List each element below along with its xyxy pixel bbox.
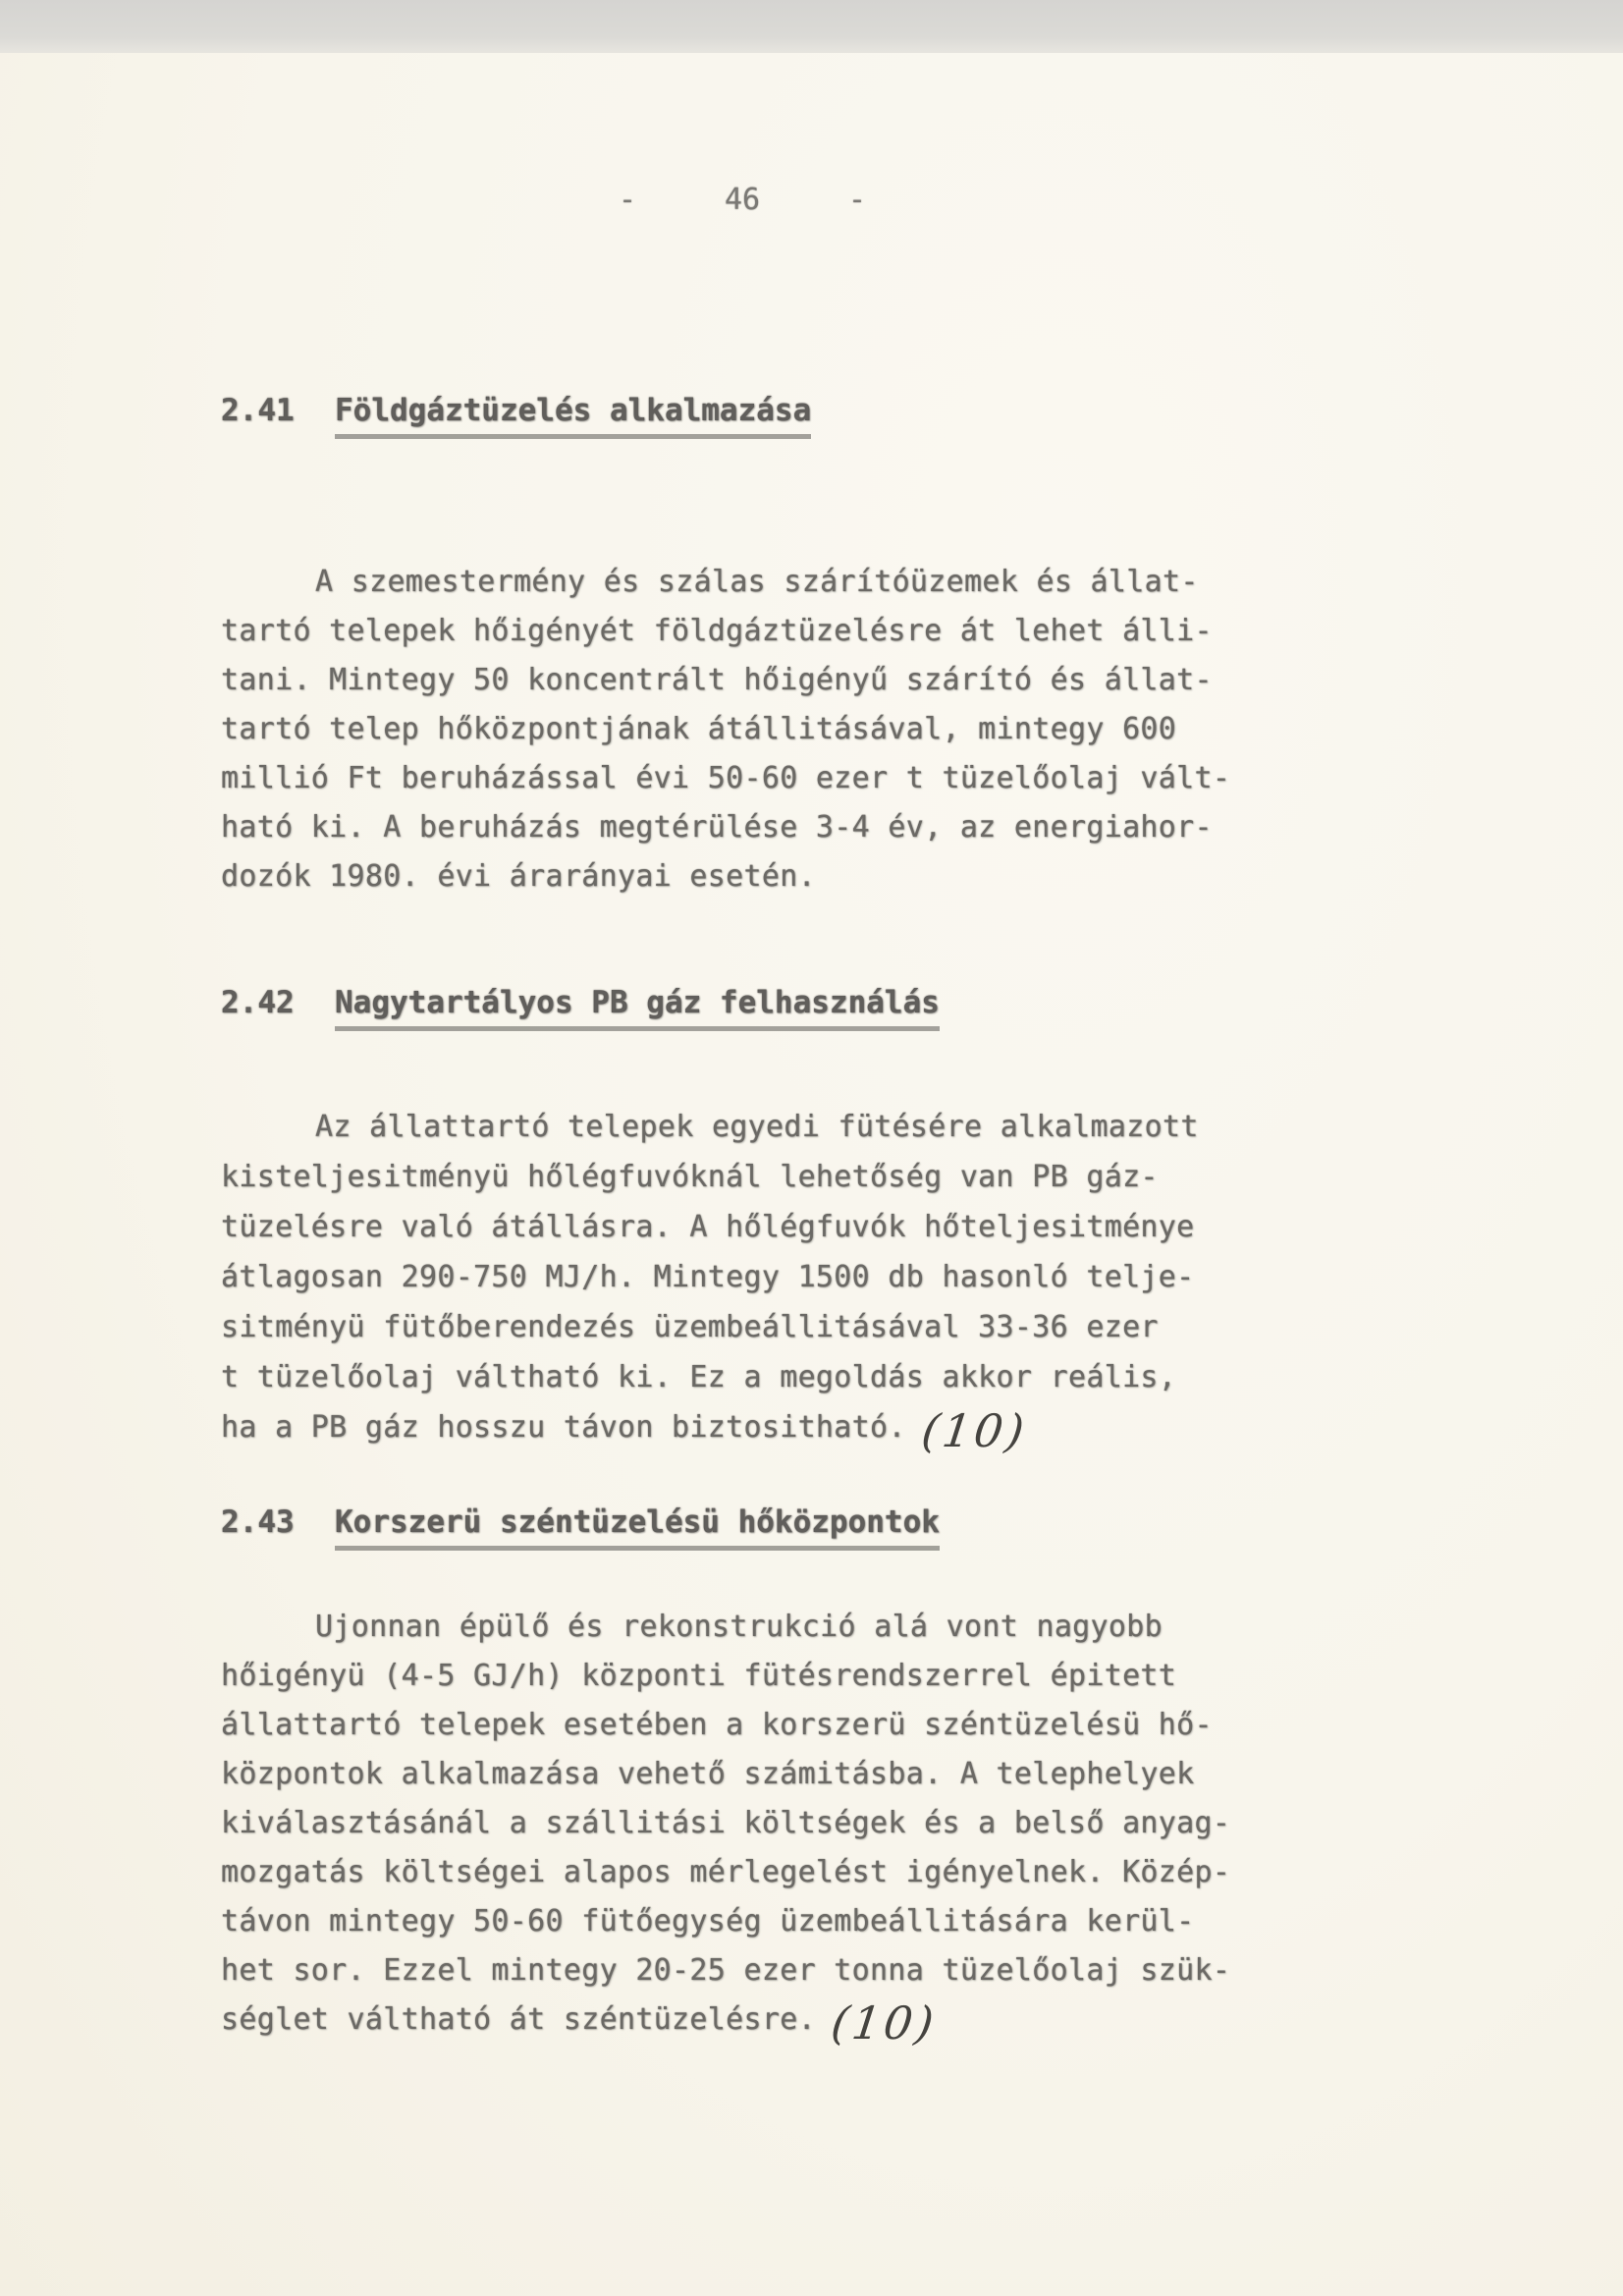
text-line: tüzelésre való átállásra. A hőlégfuvók hőteljesitménye bbox=[221, 1210, 1195, 1244]
text-line: mozgatás költségei alapos mérlegelést igényelnek. Közép- bbox=[221, 1855, 1231, 1889]
paragraph-2-42 bbox=[221, 1102, 1409, 1456]
section-number: 2.43 bbox=[221, 1504, 295, 1540]
text-line: Az állattartó telepek egyedi fütésére alkalmazott bbox=[315, 1110, 1199, 1144]
text-line-fragment: ha a PB gáz hosszu távon biztositható. bbox=[221, 1410, 906, 1445]
text-line: kisteljesitményü hőlégfuvóknál lehetőség van PB gáz- bbox=[221, 1160, 1159, 1194]
text-line: távon mintegy 50-60 fütőegység üzembeállitására kerül- bbox=[221, 1904, 1195, 1939]
page-number bbox=[619, 183, 866, 217]
text-line: átlagosan 290-750 MJ/h. Mintegy 1500 db hasonló telje- bbox=[221, 1260, 1195, 1294]
text-line: tani. Mintegy 50 koncentrált hőigényű szárító és állat- bbox=[221, 663, 1213, 697]
text-line: központok alkalmazása vehető számitásba. A telephelyek bbox=[221, 1757, 1195, 1791]
section-heading-2-41 bbox=[221, 393, 811, 439]
section-number: 2.41 bbox=[221, 393, 295, 428]
section-heading-2-42 bbox=[221, 985, 940, 1031]
text-line: millió Ft beruházással évi 50-60 ezer t tüzelőolaj vált- bbox=[221, 761, 1231, 795]
text-line: t tüzelőolaj váltható ki. Ez a megoldás akkor reális, bbox=[221, 1360, 1177, 1394]
text-line: állattartó telepek esetében a korszerü széntüzelésü hő- bbox=[221, 1708, 1213, 1742]
text-line: dozók 1980. évi árarányai esetén. bbox=[221, 859, 816, 894]
paragraph-2-41 bbox=[221, 558, 1409, 902]
section-title: Korszerü széntüzelésü hőközpontok bbox=[335, 1504, 940, 1551]
page-number-dash-left: - bbox=[619, 183, 637, 217]
handwritten-citation: (10) bbox=[828, 1996, 940, 2050]
page-number-value: 46 bbox=[724, 183, 761, 217]
text-line: het sor. Ezzel mintegy 20-25 ezer tonna tüzelőolaj szük- bbox=[221, 1953, 1231, 1988]
text-line-fragment: séglet váltható át széntüzelésre. bbox=[221, 2002, 816, 2037]
paragraph-2-43 bbox=[221, 1603, 1409, 2048]
section-title: Földgáztüzelés alkalmazása bbox=[335, 393, 811, 439]
text-line: A szemestermény és szálas szárítóüzemek és állat- bbox=[315, 565, 1199, 599]
text-line: kiválasztásánál a szállitási költségek és a belső anyag- bbox=[221, 1806, 1231, 1840]
scan-edge-artifact bbox=[0, 0, 1623, 53]
section-title: Nagytartályos PB gáz felhasználás bbox=[335, 985, 940, 1031]
text-line bbox=[221, 1402, 1409, 1456]
handwritten-citation: (10) bbox=[918, 1404, 1030, 1457]
text-line: Ujonnan épülő és rekonstrukció alá vont nagyobb bbox=[315, 1610, 1163, 1644]
text-line: ható ki. A beruházás megtérülése 3-4 év, az energiahor- bbox=[221, 810, 1213, 845]
text-line bbox=[221, 1995, 1409, 2048]
text-line: tartó telepek hőigényét földgáztüzelésre át lehet álli- bbox=[221, 614, 1213, 648]
section-heading-2-43 bbox=[221, 1504, 940, 1551]
text-line: hőigényü (4-5 GJ/h) központi fütésrendszerrel épitett bbox=[221, 1659, 1177, 1693]
text-line: sitményü fütőberendezés üzembeállitásával 33-36 ezer bbox=[221, 1310, 1159, 1344]
page-number-dash-right: - bbox=[847, 183, 866, 217]
text-line: tartó telep hőközpontjának átállitásával, mintegy 600 bbox=[221, 712, 1177, 746]
section-number: 2.42 bbox=[221, 985, 295, 1020]
